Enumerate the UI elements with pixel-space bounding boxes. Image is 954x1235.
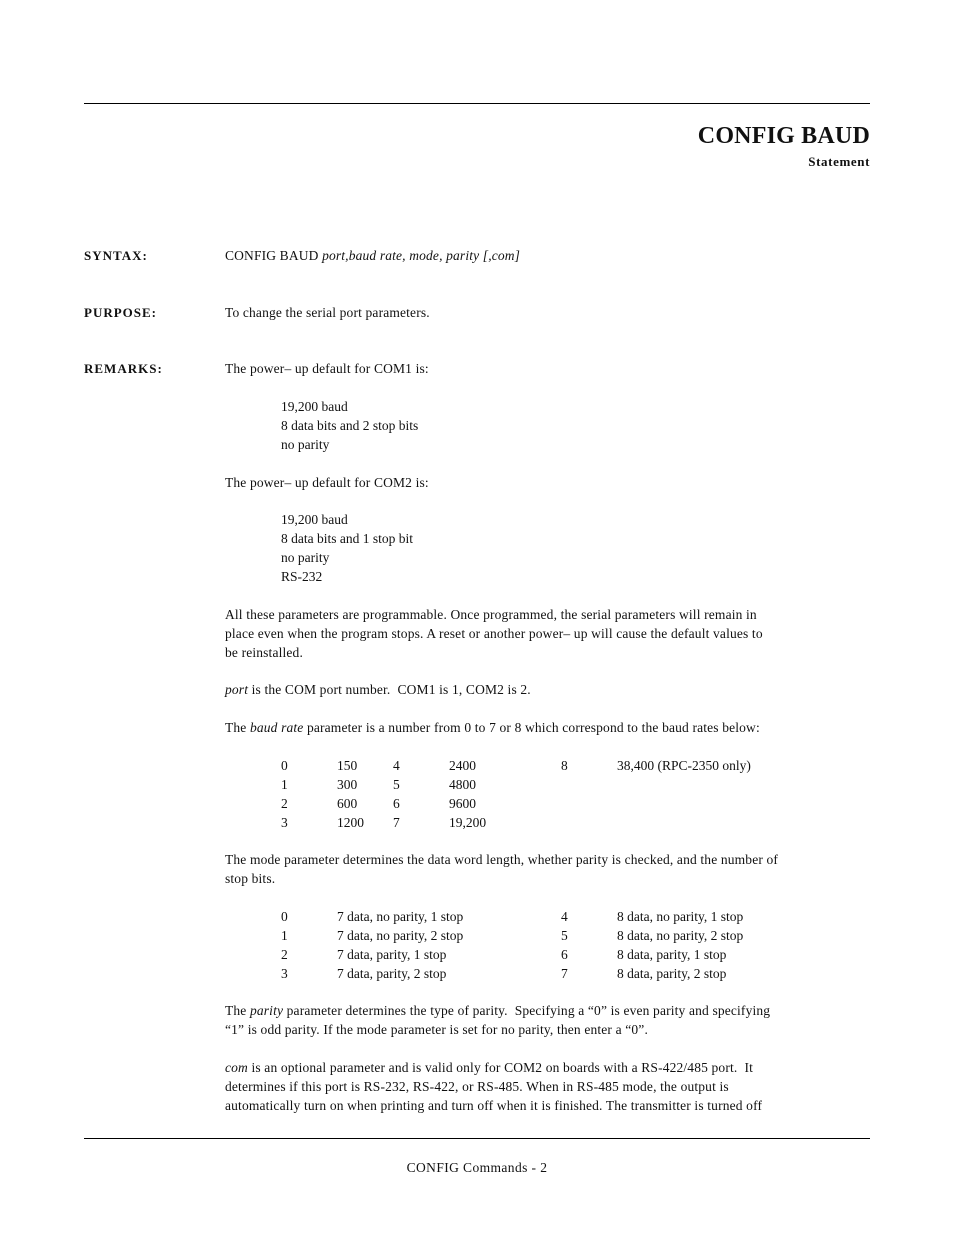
- port-paragraph: [225, 680, 531, 699]
- table-cell: [617, 794, 751, 813]
- table-cell: 5: [561, 928, 568, 943]
- table-cell: 8 data, no parity, 2 stop: [617, 928, 744, 943]
- paragraph-line: place even when the program stops. A reset or another power– up will cause the default values to: [225, 626, 763, 641]
- list-item: RS-232: [281, 569, 323, 584]
- table-cell: [561, 794, 617, 813]
- mode-table: [281, 907, 743, 983]
- paragraph-line: All these parameters are programmable. Once programmed, the serial parameters will remain in: [225, 607, 757, 622]
- table-row: [281, 907, 743, 926]
- parity-post: parameter determines the type of parity. Specifying a “0” is even parity and specifying: [283, 1003, 771, 1018]
- table-cell: 19,200: [449, 815, 487, 830]
- table-cell: 5: [393, 777, 400, 792]
- page-title: CONFIG BAUD: [697, 123, 870, 149]
- paragraph-line: be reinstalled.: [225, 645, 303, 660]
- paragraph-line: stop bits.: [225, 871, 276, 886]
- table-cell: 9600: [449, 796, 476, 811]
- table-cell: [617, 813, 751, 832]
- table-cell: 8 data, parity, 1 stop: [617, 947, 727, 962]
- parity-term: parity: [249, 1003, 284, 1018]
- table-cell: 1: [281, 928, 288, 943]
- table-cell: 0: [281, 909, 288, 924]
- table-cell: 6: [393, 796, 400, 811]
- list-item: no parity: [281, 437, 330, 452]
- table-cell: 4800: [449, 777, 476, 792]
- paragraph-line: automatically turn on when printing and turn off when it is finished. The transmitter is turned off: [225, 1098, 763, 1113]
- paragraph-line: [225, 1058, 870, 1077]
- remarks-label: REMARKS:: [84, 361, 163, 376]
- table-cell: 600: [337, 796, 358, 811]
- paragraph-line: determines if this port is RS-232, RS-422, or RS-485. When in RS-485 mode, the output is: [225, 1079, 729, 1094]
- com1-defaults-list: [281, 397, 418, 454]
- port-text: is the COM port number. COM1 is 1, COM2 is 2.: [248, 682, 531, 697]
- table-cell: 7: [561, 966, 568, 981]
- parity-paragraph: [225, 1001, 870, 1039]
- com2-defaults-list: [281, 510, 413, 586]
- top-rule: [84, 103, 870, 104]
- list-item: 19,200 baud: [281, 512, 348, 527]
- table-cell: 300: [337, 777, 358, 792]
- list-item: no parity: [281, 550, 330, 565]
- table-cell: 4: [561, 909, 568, 924]
- table-cell: 6: [561, 947, 568, 962]
- table-cell: 2400: [449, 758, 476, 773]
- page-footer: CONFIG Commands - 2: [406, 1160, 548, 1175]
- table-cell: 7 data, parity, 1 stop: [337, 947, 447, 962]
- programmable-paragraph: [225, 605, 870, 662]
- list-item: 8 data bits and 2 stop bits: [281, 418, 419, 433]
- table-cell: [561, 775, 617, 794]
- baud-rate-table: [281, 756, 751, 832]
- baud-term: baud rate: [249, 720, 304, 735]
- table-row: [281, 964, 743, 983]
- table-row: [281, 794, 751, 813]
- bottom-rule: [84, 1138, 870, 1139]
- table-cell: 3: [281, 815, 288, 830]
- table-row: [281, 945, 743, 964]
- table-cell: 150: [337, 758, 358, 773]
- com-paragraph: [225, 1058, 870, 1115]
- list-item: 19,200 baud: [281, 399, 348, 414]
- syntax-command: CONFIG BAUD: [225, 248, 319, 263]
- com1-intro: The power– up default for COM1 is:: [225, 361, 429, 376]
- paragraph-line: [225, 1001, 870, 1020]
- table-cell: 8 data, no parity, 1 stop: [617, 909, 744, 924]
- table-cell: 4: [393, 758, 400, 773]
- table-cell: [561, 813, 617, 832]
- page-subtitle: Statement: [808, 154, 870, 169]
- list-item: 8 data bits and 1 stop bit: [281, 531, 413, 546]
- baud-post: parameter is a number from 0 to 7 or 8 which correspond to the baud rates below:: [303, 720, 760, 735]
- syntax-line: [225, 246, 520, 265]
- paragraph-line: “1” is odd parity. If the mode parameter is set for no parity, then enter a “0”.: [225, 1022, 648, 1037]
- com-term: com: [225, 1060, 248, 1075]
- table-cell: 0: [281, 758, 288, 773]
- mode-paragraph: [225, 850, 870, 888]
- table-cell: 3: [281, 966, 288, 981]
- table-cell: 7: [393, 815, 400, 830]
- table-cell: 7 data, parity, 2 stop: [337, 966, 447, 981]
- paragraph-line: The mode parameter determines the data word length, whether parity is checked, and the number of: [225, 852, 779, 867]
- table-cell: 7 data, no parity, 2 stop: [337, 928, 464, 943]
- com2-intro: The power– up default for COM2 is:: [225, 475, 429, 490]
- purpose-text: To change the serial port parameters.: [225, 305, 430, 320]
- purpose-label: PURPOSE:: [84, 305, 157, 320]
- table-cell: 1200: [337, 815, 364, 830]
- baud-paragraph: [225, 718, 760, 737]
- table-row: [281, 756, 751, 775]
- parity-pre: The: [225, 1003, 250, 1018]
- table-row: [281, 813, 751, 832]
- table-cell: 2: [281, 947, 288, 962]
- table-cell: [617, 775, 751, 794]
- table-cell: 38,400 (RPC-2350 only): [617, 758, 751, 773]
- syntax-label: SYNTAX:: [84, 248, 148, 263]
- port-term: port: [225, 682, 249, 697]
- table-cell: 8 data, parity, 2 stop: [617, 966, 727, 981]
- baud-pre: The: [225, 720, 250, 735]
- table-row: [281, 775, 751, 794]
- table-cell: 2: [281, 796, 288, 811]
- table-row: [281, 926, 743, 945]
- table-cell: 7 data, no parity, 1 stop: [337, 909, 464, 924]
- table-cell: 1: [281, 777, 288, 792]
- table-cell: 8: [561, 758, 568, 773]
- com-line-1: is an optional parameter and is valid only for COM2 on boards with a RS-422/485 port. It: [247, 1060, 754, 1075]
- syntax-args: port,baud rate, mode, parity [,com]: [322, 248, 521, 263]
